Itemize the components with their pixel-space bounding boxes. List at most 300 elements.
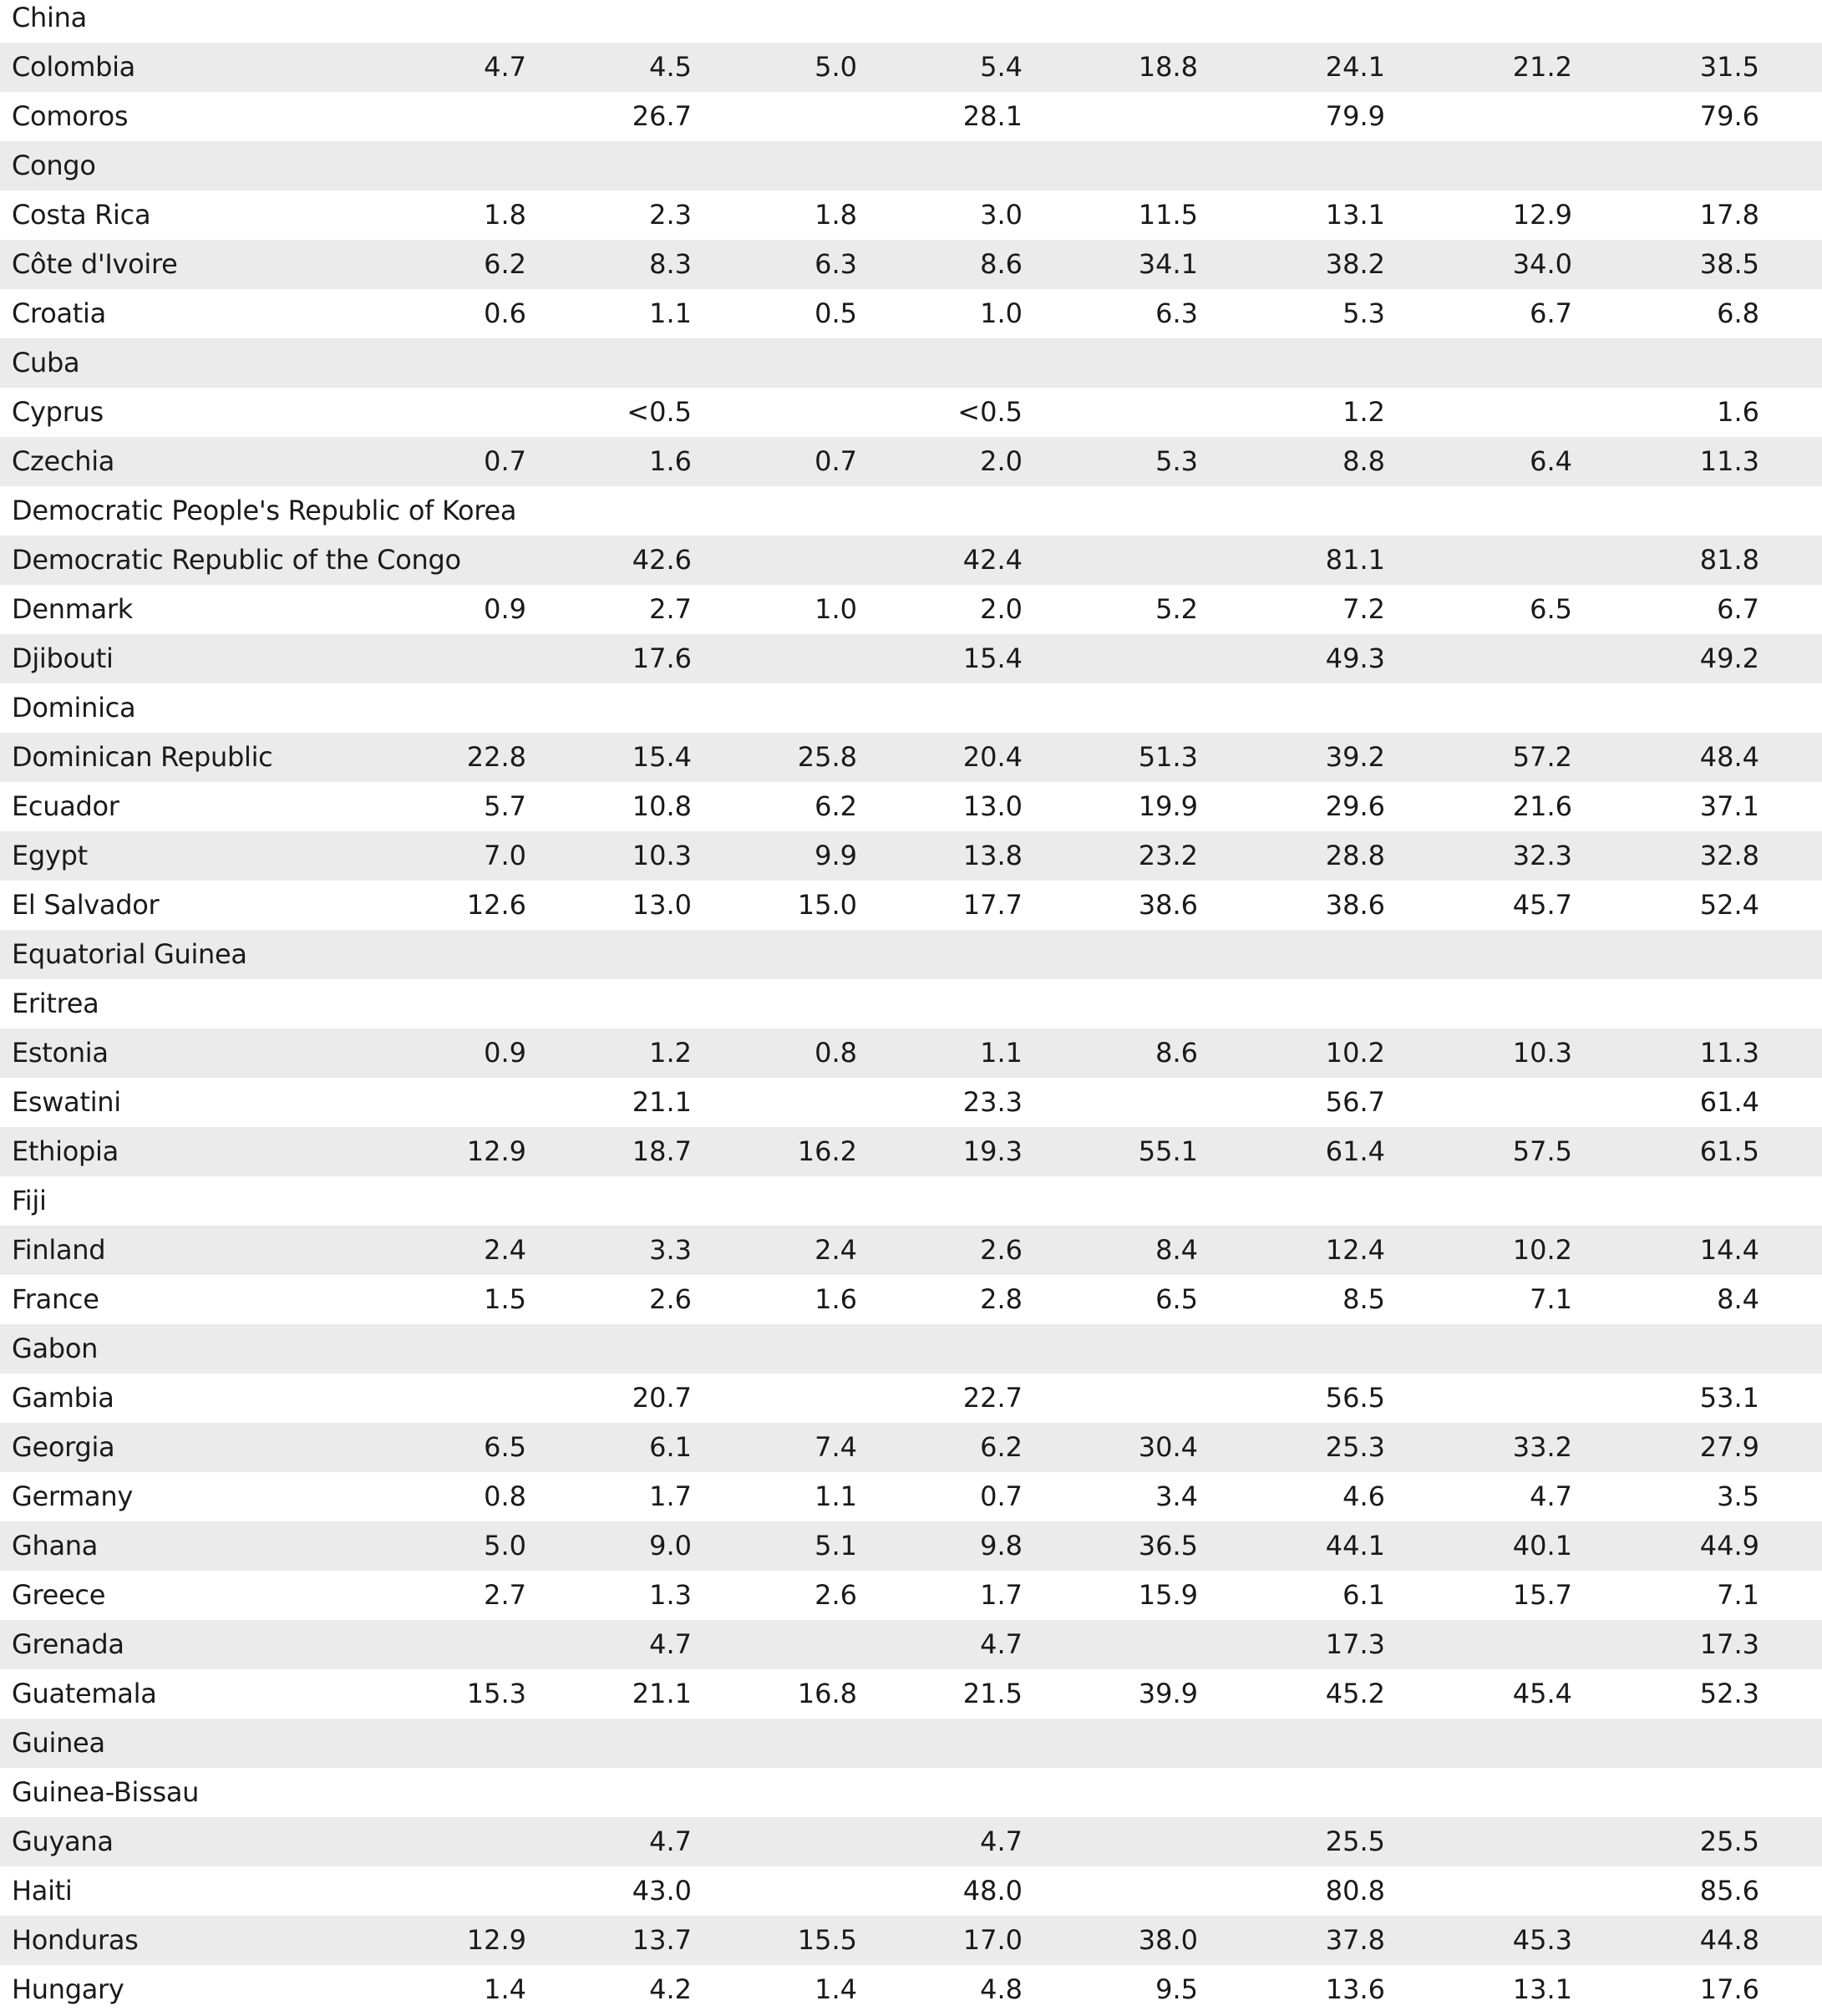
value-cell-col-6: 29.6 [1325,790,1385,822]
value-cell-col-8: 44.8 [1699,1924,1759,1956]
value-cell-col-1: 5.7 [484,790,526,822]
value-cell-col-1: 15.3 [466,1678,526,1709]
value-cell-col-3: 1.1 [815,1480,857,1512]
value-cell-col-4 [855,979,1023,1028]
value-cell-col-8 [1592,1324,1759,1374]
value-cell-col-7: 4.7 [1530,1480,1572,1512]
country-name: Congo [12,150,96,181]
value-cell-col-8: 48.4 [1699,741,1759,773]
value-cell-col-6 [1218,979,1385,1028]
table-row [0,585,1822,634]
value-cell-col-6: 24.1 [1325,51,1385,83]
country-name: Djibouti [12,642,114,674]
value-cell-col-5: 38.6 [1138,889,1198,921]
value-cell-col-7 [1405,1719,1572,1768]
table-row [0,1866,1822,1916]
value-cell-col-1 [359,338,526,388]
value-cell-col-7: 33.2 [1512,1431,1572,1463]
value-cell-col-5: 8.4 [1155,1234,1198,1266]
value-cell-col-5 [1031,536,1198,585]
value-cell-col-2 [525,486,692,536]
value-cell-col-6 [1218,930,1385,979]
value-cell-col-8: 61.4 [1699,1086,1759,1118]
value-cell-col-8 [1592,979,1759,1028]
country-name: Cyprus [12,396,104,428]
value-cell-col-2: 42.6 [632,544,692,576]
table-row [0,1324,1822,1374]
table-row [0,1127,1822,1176]
value-cell-col-4: 2.0 [980,445,1023,477]
value-cell-col-4: 4.7 [980,1628,1023,1660]
country-name: Guinea [12,1727,105,1759]
value-cell-col-3 [690,92,857,141]
value-cell-col-6: 7.2 [1342,593,1385,625]
value-cell-col-5 [1031,1817,1198,1866]
value-cell-col-6: 56.7 [1325,1086,1385,1118]
value-cell-col-7 [1405,141,1572,190]
country-name: Côte d'Ivoire [12,248,178,280]
value-cell-col-7: 21.2 [1512,51,1572,83]
value-cell-col-8: 17.8 [1699,199,1759,231]
table-row [0,1472,1822,1521]
value-cell-col-7: 40.1 [1512,1530,1572,1562]
value-cell-col-2 [525,683,692,733]
country-name: Hungary [12,1973,124,2005]
value-cell-col-3 [690,1324,857,1374]
value-cell-col-4 [855,1719,1023,1768]
value-cell-col-8 [1592,683,1759,733]
value-cell-col-6 [1218,1324,1385,1374]
value-cell-col-2 [525,979,692,1028]
country-name: Gabon [12,1333,99,1364]
value-cell-col-2: 8.3 [649,248,692,280]
country-name: Estonia [12,1037,109,1069]
value-cell-col-8: 14.4 [1699,1234,1759,1266]
value-cell-col-6: 6.1 [1342,1579,1385,1611]
value-cell-col-8: 31.5 [1699,51,1759,83]
country-name: Croatia [12,297,106,329]
value-cell-col-2: 43.0 [632,1875,692,1907]
table-row [0,1374,1822,1423]
value-cell-col-3: 0.7 [815,445,857,477]
table-row [0,190,1822,240]
value-cell-col-8: 25.5 [1699,1826,1759,1857]
value-cell-col-5: 15.9 [1138,1579,1198,1611]
value-cell-col-1: 1.4 [484,1973,526,2005]
value-cell-col-1: 4.7 [484,51,526,83]
value-cell-col-5: 6.3 [1155,297,1198,329]
value-cell-col-1 [359,1719,526,1768]
value-cell-col-5: 5.3 [1155,445,1198,477]
value-cell-col-8: 8.4 [1717,1283,1759,1315]
value-cell-col-7: 13.1 [1512,1973,1572,2005]
value-cell-col-2: 4.7 [649,1826,692,1857]
value-cell-col-6 [1218,141,1385,190]
value-cell-col-4: 23.3 [962,1086,1023,1118]
value-cell-col-3 [690,979,857,1028]
value-cell-col-6 [1218,683,1385,733]
value-cell-col-4: 0.7 [980,1480,1023,1512]
value-cell-col-2 [525,338,692,388]
value-cell-col-2: 21.1 [632,1086,692,1118]
value-cell-col-3: 25.8 [797,741,857,773]
table-row [0,634,1822,683]
value-cell-col-5: 34.1 [1138,248,1198,280]
table-row [0,1176,1822,1226]
value-cell-col-4 [855,486,1023,536]
table-row [0,141,1822,190]
value-cell-col-7 [1405,1176,1572,1226]
value-cell-col-1 [359,1866,526,1916]
value-cell-col-1 [359,1078,526,1127]
value-cell-col-6: 4.6 [1342,1480,1385,1512]
country-name: China [12,2,87,33]
value-cell-col-4: 9.8 [980,1530,1023,1562]
value-cell-col-2: 1.3 [649,1579,692,1611]
value-cell-col-3 [690,1768,857,1817]
value-cell-col-5: 18.8 [1138,51,1198,83]
value-cell-col-5: 51.3 [1138,741,1198,773]
value-cell-col-2: 18.7 [632,1135,692,1167]
table-row [0,43,1822,92]
table-row [0,240,1822,289]
value-cell-col-5: 9.5 [1155,1973,1198,2005]
value-cell-col-6: 5.3 [1342,297,1385,329]
value-cell-col-3: 1.8 [815,199,857,231]
table-row [0,1078,1822,1127]
country-name: France [12,1283,99,1315]
value-cell-col-2: 2.7 [649,593,692,625]
value-cell-col-4: 2.8 [980,1283,1023,1315]
value-cell-col-3: 6.3 [815,248,857,280]
table-row [0,831,1822,881]
country-name: Dominica [12,692,136,724]
value-cell-col-6: 61.4 [1325,1135,1385,1167]
country-name: Guyana [12,1826,114,1857]
value-cell-col-1: 0.8 [484,1480,526,1512]
value-cell-col-1: 6.2 [484,248,526,280]
value-cell-col-7: 6.5 [1530,593,1572,625]
value-cell-col-3 [690,930,857,979]
value-cell-col-2 [525,141,692,190]
value-cell-col-3: 16.8 [797,1678,857,1709]
value-cell-col-1 [359,1324,526,1374]
value-cell-col-5: 30.4 [1138,1431,1198,1463]
value-cell-col-2: 1.1 [649,297,692,329]
value-cell-col-3: 15.5 [797,1924,857,1956]
country-name: Eritrea [12,988,99,1019]
value-cell-col-5 [1031,338,1198,388]
value-cell-col-4: 17.7 [962,889,1023,921]
country-name: Guinea-Bissau [12,1776,200,1808]
value-cell-col-7: 45.4 [1512,1678,1572,1709]
value-cell-col-7: 7.1 [1530,1283,1572,1315]
value-cell-col-7 [1405,1866,1572,1916]
value-cell-col-5 [1031,1620,1198,1669]
country-name: Greece [12,1579,106,1611]
country-name: Czechia [12,445,115,477]
value-cell-col-1: 12.9 [466,1924,526,1956]
value-cell-col-1 [359,1768,526,1817]
value-cell-col-4: 3.0 [980,199,1023,231]
value-cell-col-8: 44.9 [1699,1530,1759,1562]
value-cell-col-6: 39.2 [1325,741,1385,773]
table-row [0,881,1822,930]
value-cell-col-8: 61.5 [1699,1135,1759,1167]
value-cell-col-1 [359,683,526,733]
value-cell-col-1: 12.9 [466,1135,526,1167]
value-cell-col-5: 36.5 [1138,1530,1198,1562]
value-cell-col-8 [1592,930,1759,979]
value-cell-col-2: 26.7 [632,100,692,132]
value-cell-col-1: 5.0 [484,1530,526,1562]
value-cell-col-2: 20.7 [632,1382,692,1414]
value-cell-col-5: 39.9 [1138,1678,1198,1709]
value-cell-col-3 [690,1866,857,1916]
value-cell-col-1: 22.8 [466,741,526,773]
value-cell-col-3 [690,1719,857,1768]
value-cell-col-7 [1405,92,1572,141]
country-name: Ghana [12,1530,99,1562]
value-cell-col-6: 8.8 [1342,445,1385,477]
value-cell-col-4: 1.0 [980,297,1023,329]
value-cell-col-4 [855,338,1023,388]
value-cell-col-8: 52.3 [1699,1678,1759,1709]
value-cell-col-6: 17.3 [1325,1628,1385,1660]
country-name: Democratic Republic of the Congo [12,544,461,576]
table-row [0,338,1822,388]
value-cell-col-3: 2.6 [815,1579,857,1611]
value-cell-col-2: 2.3 [649,199,692,231]
value-cell-col-5 [1031,0,1198,43]
value-cell-col-4 [855,0,1023,43]
value-cell-col-4 [855,1176,1023,1226]
value-cell-col-7: 32.3 [1512,840,1572,871]
value-cell-col-2: 17.6 [632,642,692,674]
value-cell-col-1: 7.0 [484,840,526,871]
value-cell-col-4: <0.5 [957,396,1023,428]
table-row [0,1669,1822,1719]
value-cell-col-5: 3.4 [1155,1480,1198,1512]
value-cell-col-2: <0.5 [627,396,692,428]
value-cell-col-3 [690,0,857,43]
value-cell-col-8: 52.4 [1699,889,1759,921]
value-cell-col-6: 44.1 [1325,1530,1385,1562]
table-row [0,1817,1822,1866]
value-cell-col-4: 28.1 [962,100,1023,132]
value-cell-col-6: 13.1 [1325,199,1385,231]
value-cell-col-6 [1218,1719,1385,1768]
value-cell-col-4 [855,1768,1023,1817]
value-cell-col-4: 17.0 [962,1924,1023,1956]
value-cell-col-7: 57.2 [1512,741,1572,773]
value-cell-col-7: 15.7 [1512,1579,1572,1611]
value-cell-col-8: 11.3 [1699,1037,1759,1069]
value-cell-col-2: 13.7 [632,1924,692,1956]
value-cell-col-3: 1.6 [815,1283,857,1315]
value-cell-col-4: 4.7 [980,1826,1023,1857]
country-name: El Salvador [12,889,160,921]
value-cell-col-5: 11.5 [1138,199,1198,231]
country-name: Ethiopia [12,1135,119,1167]
country-name: Comoros [12,100,129,132]
value-cell-col-1 [359,1374,526,1423]
value-cell-col-1: 2.7 [484,1579,526,1611]
value-cell-col-8: 6.7 [1717,593,1759,625]
value-cell-col-5: 55.1 [1138,1135,1198,1167]
value-cell-col-8 [1592,0,1759,43]
country-name: Haiti [12,1875,73,1907]
country-name: Ecuador [12,790,119,822]
value-cell-col-5 [1031,1768,1198,1817]
value-cell-col-4 [855,1324,1023,1374]
value-cell-col-8 [1592,141,1759,190]
value-cell-col-7 [1405,1324,1572,1374]
value-cell-col-2 [525,1719,692,1768]
table-row [0,1571,1822,1620]
value-cell-col-4: 22.7 [962,1382,1023,1414]
value-cell-col-3: 5.0 [815,51,857,83]
value-cell-col-8: 11.3 [1699,445,1759,477]
value-cell-col-5 [1031,683,1198,733]
country-name: Denmark [12,593,133,625]
value-cell-col-6: 12.4 [1325,1234,1385,1266]
value-cell-col-4: 8.6 [980,248,1023,280]
value-cell-col-7 [1405,979,1572,1028]
value-cell-col-8: 81.8 [1699,544,1759,576]
value-cell-col-8: 17.3 [1699,1628,1759,1660]
value-cell-col-7 [1405,930,1572,979]
value-cell-col-7 [1405,1078,1572,1127]
value-cell-col-2: 21.1 [632,1678,692,1709]
value-cell-col-6: 49.3 [1325,642,1385,674]
table-row [0,733,1822,782]
value-cell-col-8 [1592,1719,1759,1768]
value-cell-col-7: 21.6 [1512,790,1572,822]
value-cell-col-3: 6.2 [815,790,857,822]
value-cell-col-2: 13.0 [632,889,692,921]
value-cell-col-8: 37.1 [1699,790,1759,822]
value-cell-col-2: 3.3 [649,1234,692,1266]
value-cell-col-2: 4.7 [649,1628,692,1660]
value-cell-col-7 [1405,338,1572,388]
value-cell-col-4: 42.4 [962,544,1023,576]
value-cell-col-3 [690,634,857,683]
table-row [0,1521,1822,1571]
value-cell-col-7: 45.7 [1512,889,1572,921]
value-cell-col-1 [359,634,526,683]
value-cell-col-1: 0.9 [484,1037,526,1069]
value-cell-col-5 [1031,388,1198,437]
value-cell-col-1 [359,536,526,585]
table-row [0,1028,1822,1078]
value-cell-col-6: 79.9 [1325,100,1385,132]
value-cell-col-6: 45.2 [1325,1678,1385,1709]
table-row [0,1620,1822,1669]
value-cell-col-8: 27.9 [1699,1431,1759,1463]
table-row [0,979,1822,1028]
value-cell-col-3: 1.4 [815,1973,857,2005]
value-cell-col-3: 15.0 [797,889,857,921]
value-cell-col-4: 1.1 [980,1037,1023,1069]
value-cell-col-4: 2.6 [980,1234,1023,1266]
value-cell-col-7: 34.0 [1512,248,1572,280]
value-cell-col-4: 48.0 [962,1875,1023,1907]
value-cell-col-6: 38.2 [1325,248,1385,280]
value-cell-col-1: 0.7 [484,445,526,477]
value-cell-col-5 [1031,1078,1198,1127]
value-cell-col-3: 7.4 [815,1431,857,1463]
value-cell-col-6: 25.5 [1325,1826,1385,1857]
value-cell-col-8: 7.1 [1717,1579,1759,1611]
value-cell-col-5: 19.9 [1138,790,1198,822]
country-name: Equatorial Guinea [12,938,247,970]
country-name: Fiji [12,1185,47,1216]
country-name: Colombia [12,51,135,83]
value-cell-col-3: 9.9 [815,840,857,871]
value-cell-col-8: 1.6 [1717,396,1759,428]
value-cell-col-8 [1592,486,1759,536]
value-cell-col-3: 5.1 [815,1530,857,1562]
value-cell-col-1 [359,92,526,141]
value-cell-col-6: 28.8 [1325,840,1385,871]
value-cell-col-4: 1.7 [980,1579,1023,1611]
table-row [0,388,1822,437]
table-row [0,1916,1822,1965]
value-cell-col-6 [1218,0,1385,43]
table-row [0,1275,1822,1324]
value-cell-col-1: 2.4 [484,1234,526,1266]
value-cell-col-7 [1405,1374,1572,1423]
table-row [0,1423,1822,1472]
value-cell-col-8: 32.8 [1699,840,1759,871]
table-row [0,1965,1822,2014]
value-cell-col-8: 3.5 [1717,1480,1759,1512]
table-row [0,1226,1822,1275]
value-cell-col-8: 85.6 [1699,1875,1759,1907]
country-name: Dominican Republic [12,741,273,773]
value-cell-col-7 [1405,388,1572,437]
table-row [0,92,1822,141]
value-cell-col-8: 6.8 [1717,297,1759,329]
value-cell-col-6: 81.1 [1325,544,1385,576]
value-cell-col-5 [1031,141,1198,190]
value-cell-col-1 [359,0,526,43]
country-name: Cuba [12,347,80,378]
value-cell-col-3 [690,683,857,733]
value-cell-col-5 [1031,1719,1198,1768]
value-cell-col-5 [1031,979,1198,1028]
value-cell-col-7: 10.3 [1512,1037,1572,1069]
value-cell-col-7 [1405,0,1572,43]
value-cell-col-3 [690,1176,857,1226]
value-cell-col-4 [855,683,1023,733]
value-cell-col-5: 23.2 [1138,840,1198,871]
value-cell-col-7: 45.3 [1512,1924,1572,1956]
value-cell-col-2: 1.6 [649,445,692,477]
value-cell-col-7: 12.9 [1512,199,1572,231]
value-cell-col-8: 79.6 [1699,100,1759,132]
value-cell-col-6: 10.2 [1325,1037,1385,1069]
value-cell-col-3 [690,1374,857,1423]
value-cell-col-1 [359,930,526,979]
value-cell-col-8 [1592,1176,1759,1226]
country-name: Finland [12,1234,106,1266]
value-cell-col-3: 16.2 [797,1135,857,1167]
value-cell-col-1 [359,1176,526,1226]
value-cell-col-6 [1218,486,1385,536]
value-cell-col-4: 21.5 [962,1678,1023,1709]
